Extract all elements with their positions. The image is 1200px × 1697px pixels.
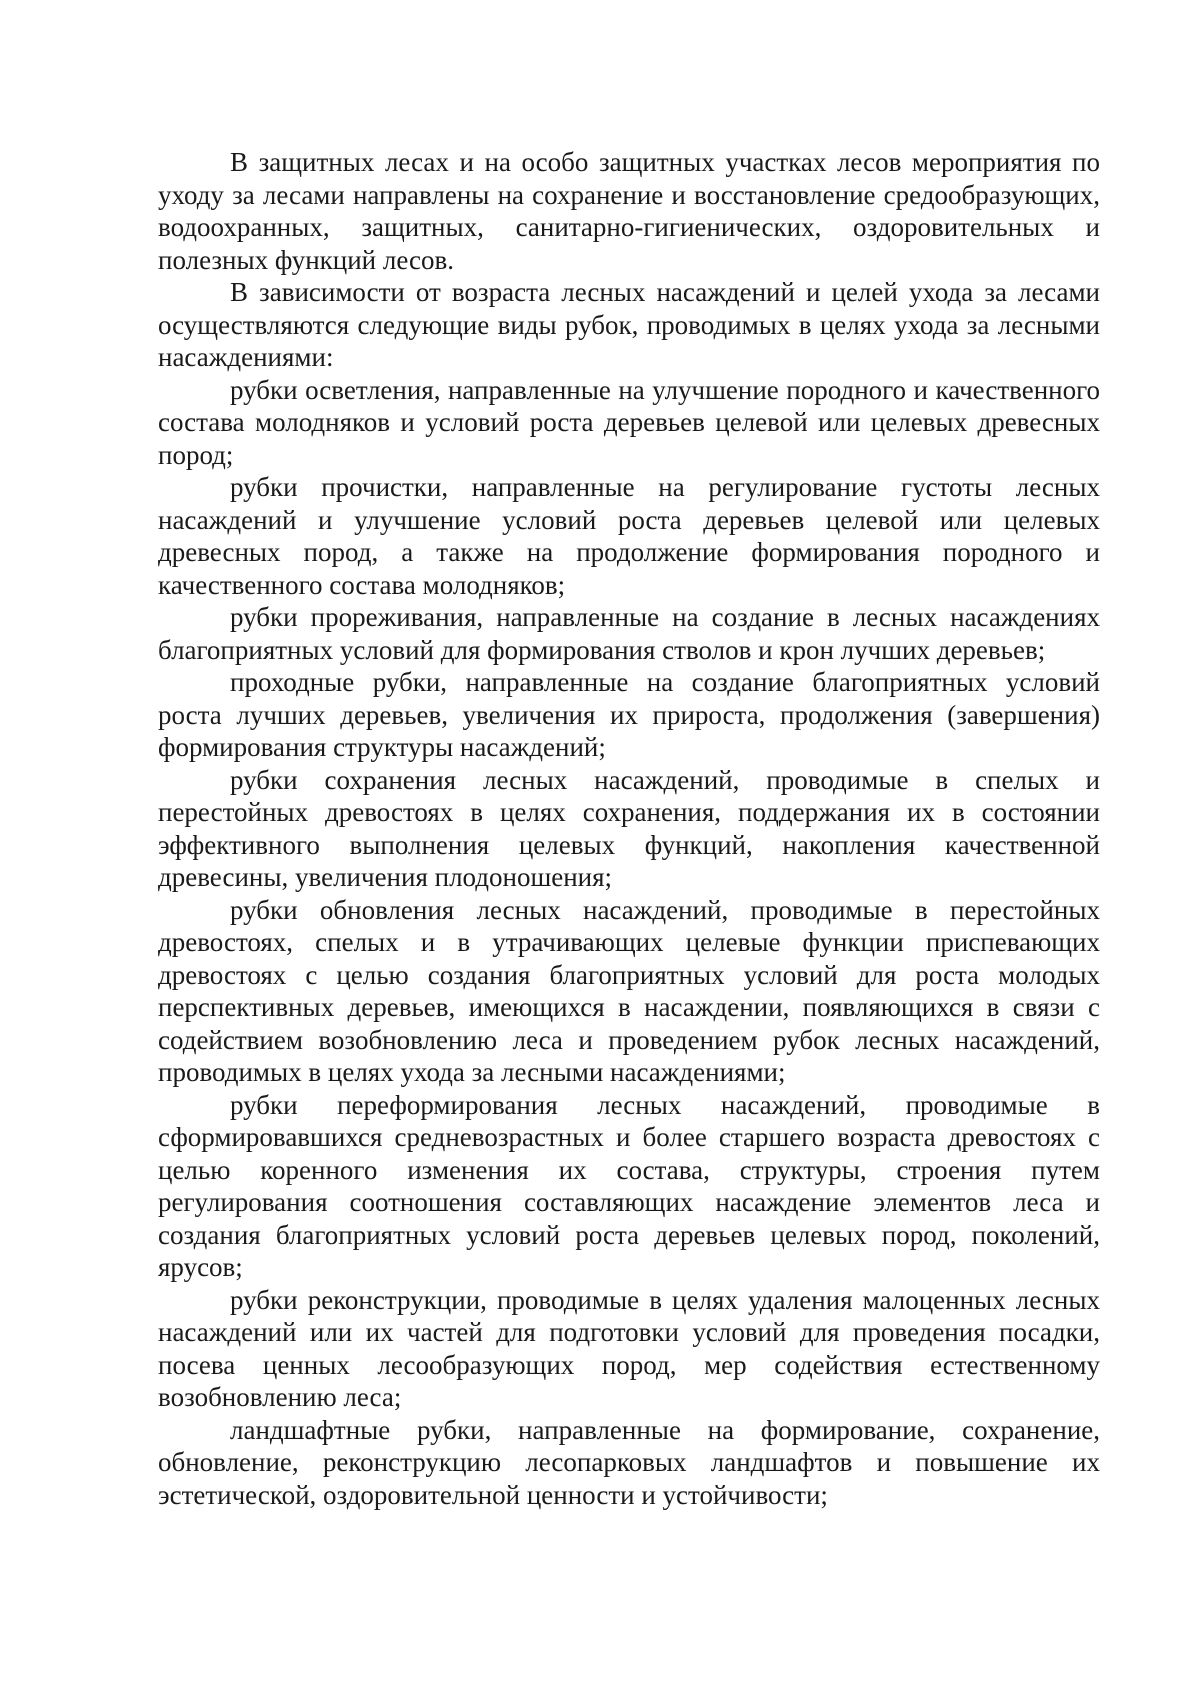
paragraph-protective-forests: В защитных лесах и на особо защитных участках лесов мероприятия по уходу за лесами направлены на сохранение и восстановление средообразующих, водоохранных, защитных, санитарно-гигиенических, оздоровительных и полезных функций лесов.	[158, 147, 1100, 275]
paragraph-reconstruction-felling: рубки реконструкции, проводимые в целях удаления малоценных лесных насаждений или их частей для подготовки условий для проведения посадки, посева ценных лесообразующих пород, мер содействия естественному возобновлению леса;	[158, 1284, 1100, 1412]
paragraph-landscape-felling: ландшафтные рубки, направленные на формирование, сохранение, обновление, реконструкцию лесопарковых ландшафтов и повышение их эстетической, оздоровительной ценности и устойчивости;	[158, 1414, 1100, 1510]
paragraph-renewal-felling: рубки обновления лесных насаждений, проводимые в перестойных древостоях, спелых и в утрачивающих целевые функции приспевающих древостоях с целью создания благоприятных условий для роста молодых перспективных деревьев, имеющихся в насаждении, появляющихся в связи с содействием возобновлению леса и проведением рубок лесных насаждений, проводимых в целях ухода за лесными насаждениями;	[158, 894, 1100, 1087]
paragraph-clarification-felling: рубки осветления, направленные на улучшение породного и качественного состава молодняков и условий роста деревьев целевой или целевых древесных пород;	[158, 374, 1100, 470]
paragraph-thinning-felling: рубки прореживания, направленные на создание в лесных насаждениях благоприятных условий для формирования стволов и крон лучших деревьев;	[158, 602, 1100, 665]
document-body	[158, 146, 1100, 1511]
paragraph-cleaning-felling: рубки прочистки, направленные на регулирование густоты лесных насаждений и улучшение условий роста деревьев целевой или целевых древесных пород, а также на продолжение формирования породного и качественного состава молодняков;	[158, 472, 1100, 600]
paragraph-felling-types-intro: В зависимости от возраста лесных насаждений и целей ухода за лесами осуществляются следующие виды рубок, проводимых в целях ухода за лесными насаждениями:	[158, 277, 1100, 372]
paragraph-reformation-felling: рубки переформирования лесных насаждений, проводимые в сформировавшихся средневозрастных и более старшего возраста древостоях с целью коренного изменения их состава, структуры, строения путем регулирования соотношения составляющих насаждение элементов леса и создания благоприятных условий роста деревьев целевых пород, поколений, ярусов;	[158, 1089, 1100, 1282]
paragraph-preservation-felling: рубки сохранения лесных насаждений, проводимые в спелых и перестойных древостоях в целях сохранения, поддержания их в состоянии эффективного выполнения целевых функций, накопления качественной древесины, увеличения плодоношения;	[158, 764, 1100, 892]
paragraph-passing-felling: проходные рубки, направленные на создание благоприятных условий роста лучших деревьев, увеличения их прироста, продолжения (завершения) формирования структуры насаждений;	[158, 667, 1100, 762]
